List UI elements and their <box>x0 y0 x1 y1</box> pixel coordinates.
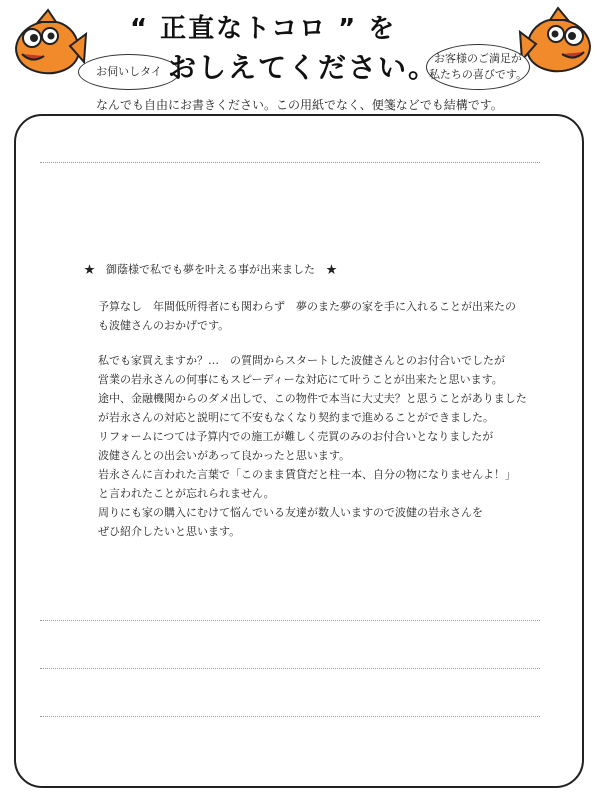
bubble-right-line1: お客様のご満足が <box>434 52 522 65</box>
bubble-right-line2: 私たちの喜びです。 <box>428 68 528 81</box>
letter-line: も波健さんのおかげです。 <box>98 319 230 332</box>
instruction-text: なんでも自由にお書きください。この用紙でなく、便箋などでも結構です。 <box>96 98 503 112</box>
letter-line: 予算なし 年間低所得者にも関わらず 夢のまた夢の家を手に入れることが出来たの <box>98 300 516 313</box>
rule-line <box>40 162 540 163</box>
letter-heading: ★ 御蔭様で私でも夢を叶える事が出来ました ★ <box>84 263 337 276</box>
letter-line: 途中、金融機関からのダメ出しで、この物件で本当に大丈夫？と思うことがありました <box>98 392 527 405</box>
letter-line: と言われたことが忘れられません。 <box>98 487 275 500</box>
letter-line: ぜひ紹介したいと思います。 <box>98 525 241 538</box>
rule-line <box>40 716 540 717</box>
letter-line: 岩永さんに言われた言葉で「このまま賃貸だと柱一本、自分の物になりませんよ！」 <box>98 468 516 481</box>
letter-line: 私でも家買えますか？… の質問からスタートした波健さんとのお付合いでしたが <box>98 354 505 367</box>
title-line-2: おしえてください。 <box>168 51 439 84</box>
letter-line: 波健さんとの出会いがあって良かったと思います。 <box>98 449 351 462</box>
letter-paragraph-1 <box>98 297 534 335</box>
speech-bubble-left <box>78 54 180 90</box>
letter-paragraph-2 <box>98 351 534 541</box>
rule-line <box>40 668 540 669</box>
fish-mascot-icon <box>518 6 598 86</box>
title-line-1: “ 正直なトコロ ” を <box>130 14 397 44</box>
letter-line: 営業の岩永さんの何事にもスピーディーな対応にて叶うことが出来たと思います。 <box>98 373 503 386</box>
letter-body <box>74 260 534 557</box>
rule-line <box>40 620 540 621</box>
bubble-left-text: お伺いしタイ <box>96 65 162 78</box>
letter-line: リフォームにつては予算内での施工が難しく売買のみのお付合いとなりましたが <box>98 430 494 443</box>
letter-line: が岩永さんの対応と説明にて不安もなくなり契約まで進めることができました。 <box>98 411 494 424</box>
letter-line: 周りにも家の購入にむけて悩んでいる友達が数人いますので波健の岩永さんを <box>98 506 483 519</box>
fish-mascot-icon <box>8 8 88 88</box>
